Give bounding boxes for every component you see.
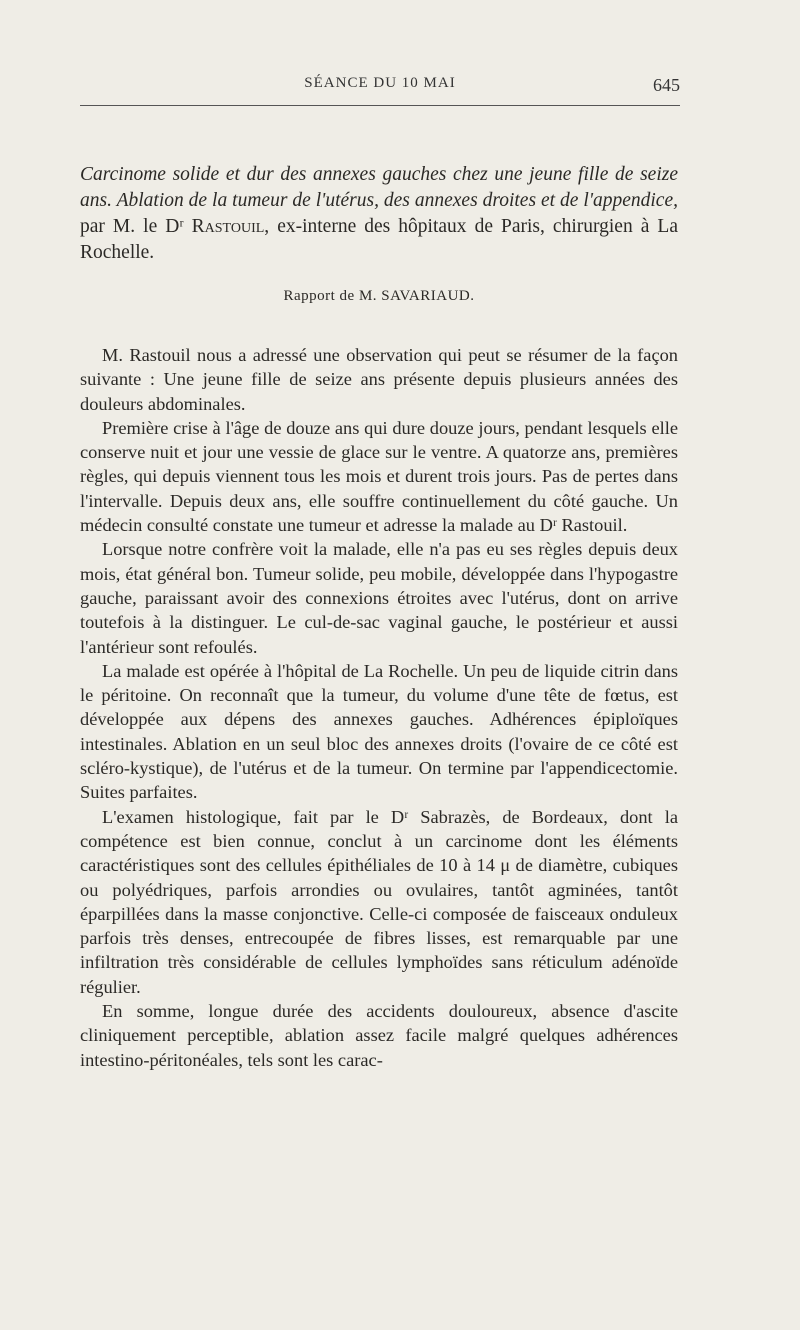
paragraph: Première crise à l'âge de douze ans qui dure douze jours, pendant lesquels elle conserve nuit et jour une vessie de glace sur le ventre. A quatorze ans, premières règles, qui depuis viennent tous les mois et durent trois jours. Pas de pertes dans l'intervalle. Depuis deux ans, elle souffre continuellement du côté gauche. Un médecin consulté constate une tumeur et adresse la malade au Dʳ Rastouil. — [80, 417, 678, 536]
article-author-suffix: , ex-interne des hôpitaux de Paris, chirurgien à La Rochelle. — [80, 216, 678, 263]
article-author-prefix: par M. le Dʳ — [80, 216, 192, 237]
article-author-name: Rastouil — [191, 216, 265, 237]
article-title-italic: Carcinome solide et dur des annexes gauches chez une jeune fille de seize ans. Ablation de la tumeur de l'utérus, des annexes droites et de l'appendice, — [80, 164, 678, 211]
paragraph: Lorsque notre confrère voit la malade, elle n'a pas eu ses règles depuis deux mois, état général bon. Tumeur solide, peu mobile, développée dans l'hypogastre gauche, paraissant avoir des connexions étroites avec l'utérus, dont on arrive toutefois à la distinguer. Le cul-de-sac vaginal gauche, le postérieur et aussi l'antérieur sont refoulés. — [80, 539, 678, 657]
running-head — [80, 75, 680, 97]
paragraph: L'examen histologique, fait par le Dʳ Sabrazès, de Bordeaux, dont la compétence est bien connue, conclut à un carcinome dont les éléments caractéristiques sont des cellules épithéliales de 10 à 14 μ de diamètre, cubiques ou polyédriques, parfois arrondies ou ovulaires, tantôt agminées, tantôt éparpillées dans la masse conjonctive. Celle-ci composée de faisceaux onduleux parfois très denses, entrecoupée de fibres lisses, est remarquable par une infiltration très considérable de cellules lymphoïdes sans réticulum adénoïde régulier. — [80, 806, 678, 997]
paragraph: M. Rastouil nous a adressé une observation qui peut se résumer de la façon suivante : Une jeune fille de seize ans présente depuis plusieurs années des douleurs abdominales. — [80, 345, 678, 414]
article-title — [80, 162, 678, 266]
paragraph: La malade est opérée à l'hôpital de La Rochelle. Un peu de liquide citrin dans le péritoine. On reconnaît que la tumeur, du volume d'une tête de fœtus, est développée aux dépens des annexes gauches. Adhérences épiploïques intestinales. Ablation en un seul bloc des annexes droits (l'ovaire de ce côté est scléro-kystique), de l'utérus et de la tumeur. On termine par l'appendicectomie. Suites parfaites. — [80, 660, 678, 803]
running-head-title: SÉANCE DU 10 MAI — [304, 75, 456, 91]
article-body — [80, 343, 678, 1072]
paragraph: En somme, longue durée des accidents douloureux, absence d'ascite cliniquement perceptible, ablation assez facile malgré quelques adhérences intestino-péritonéales, tels sont les carac- — [80, 1001, 678, 1070]
header-rule — [80, 105, 680, 106]
page-number: 645 — [653, 75, 680, 95]
report-subtitle: Rapport de M. SAVARIAUD. — [283, 288, 475, 304]
